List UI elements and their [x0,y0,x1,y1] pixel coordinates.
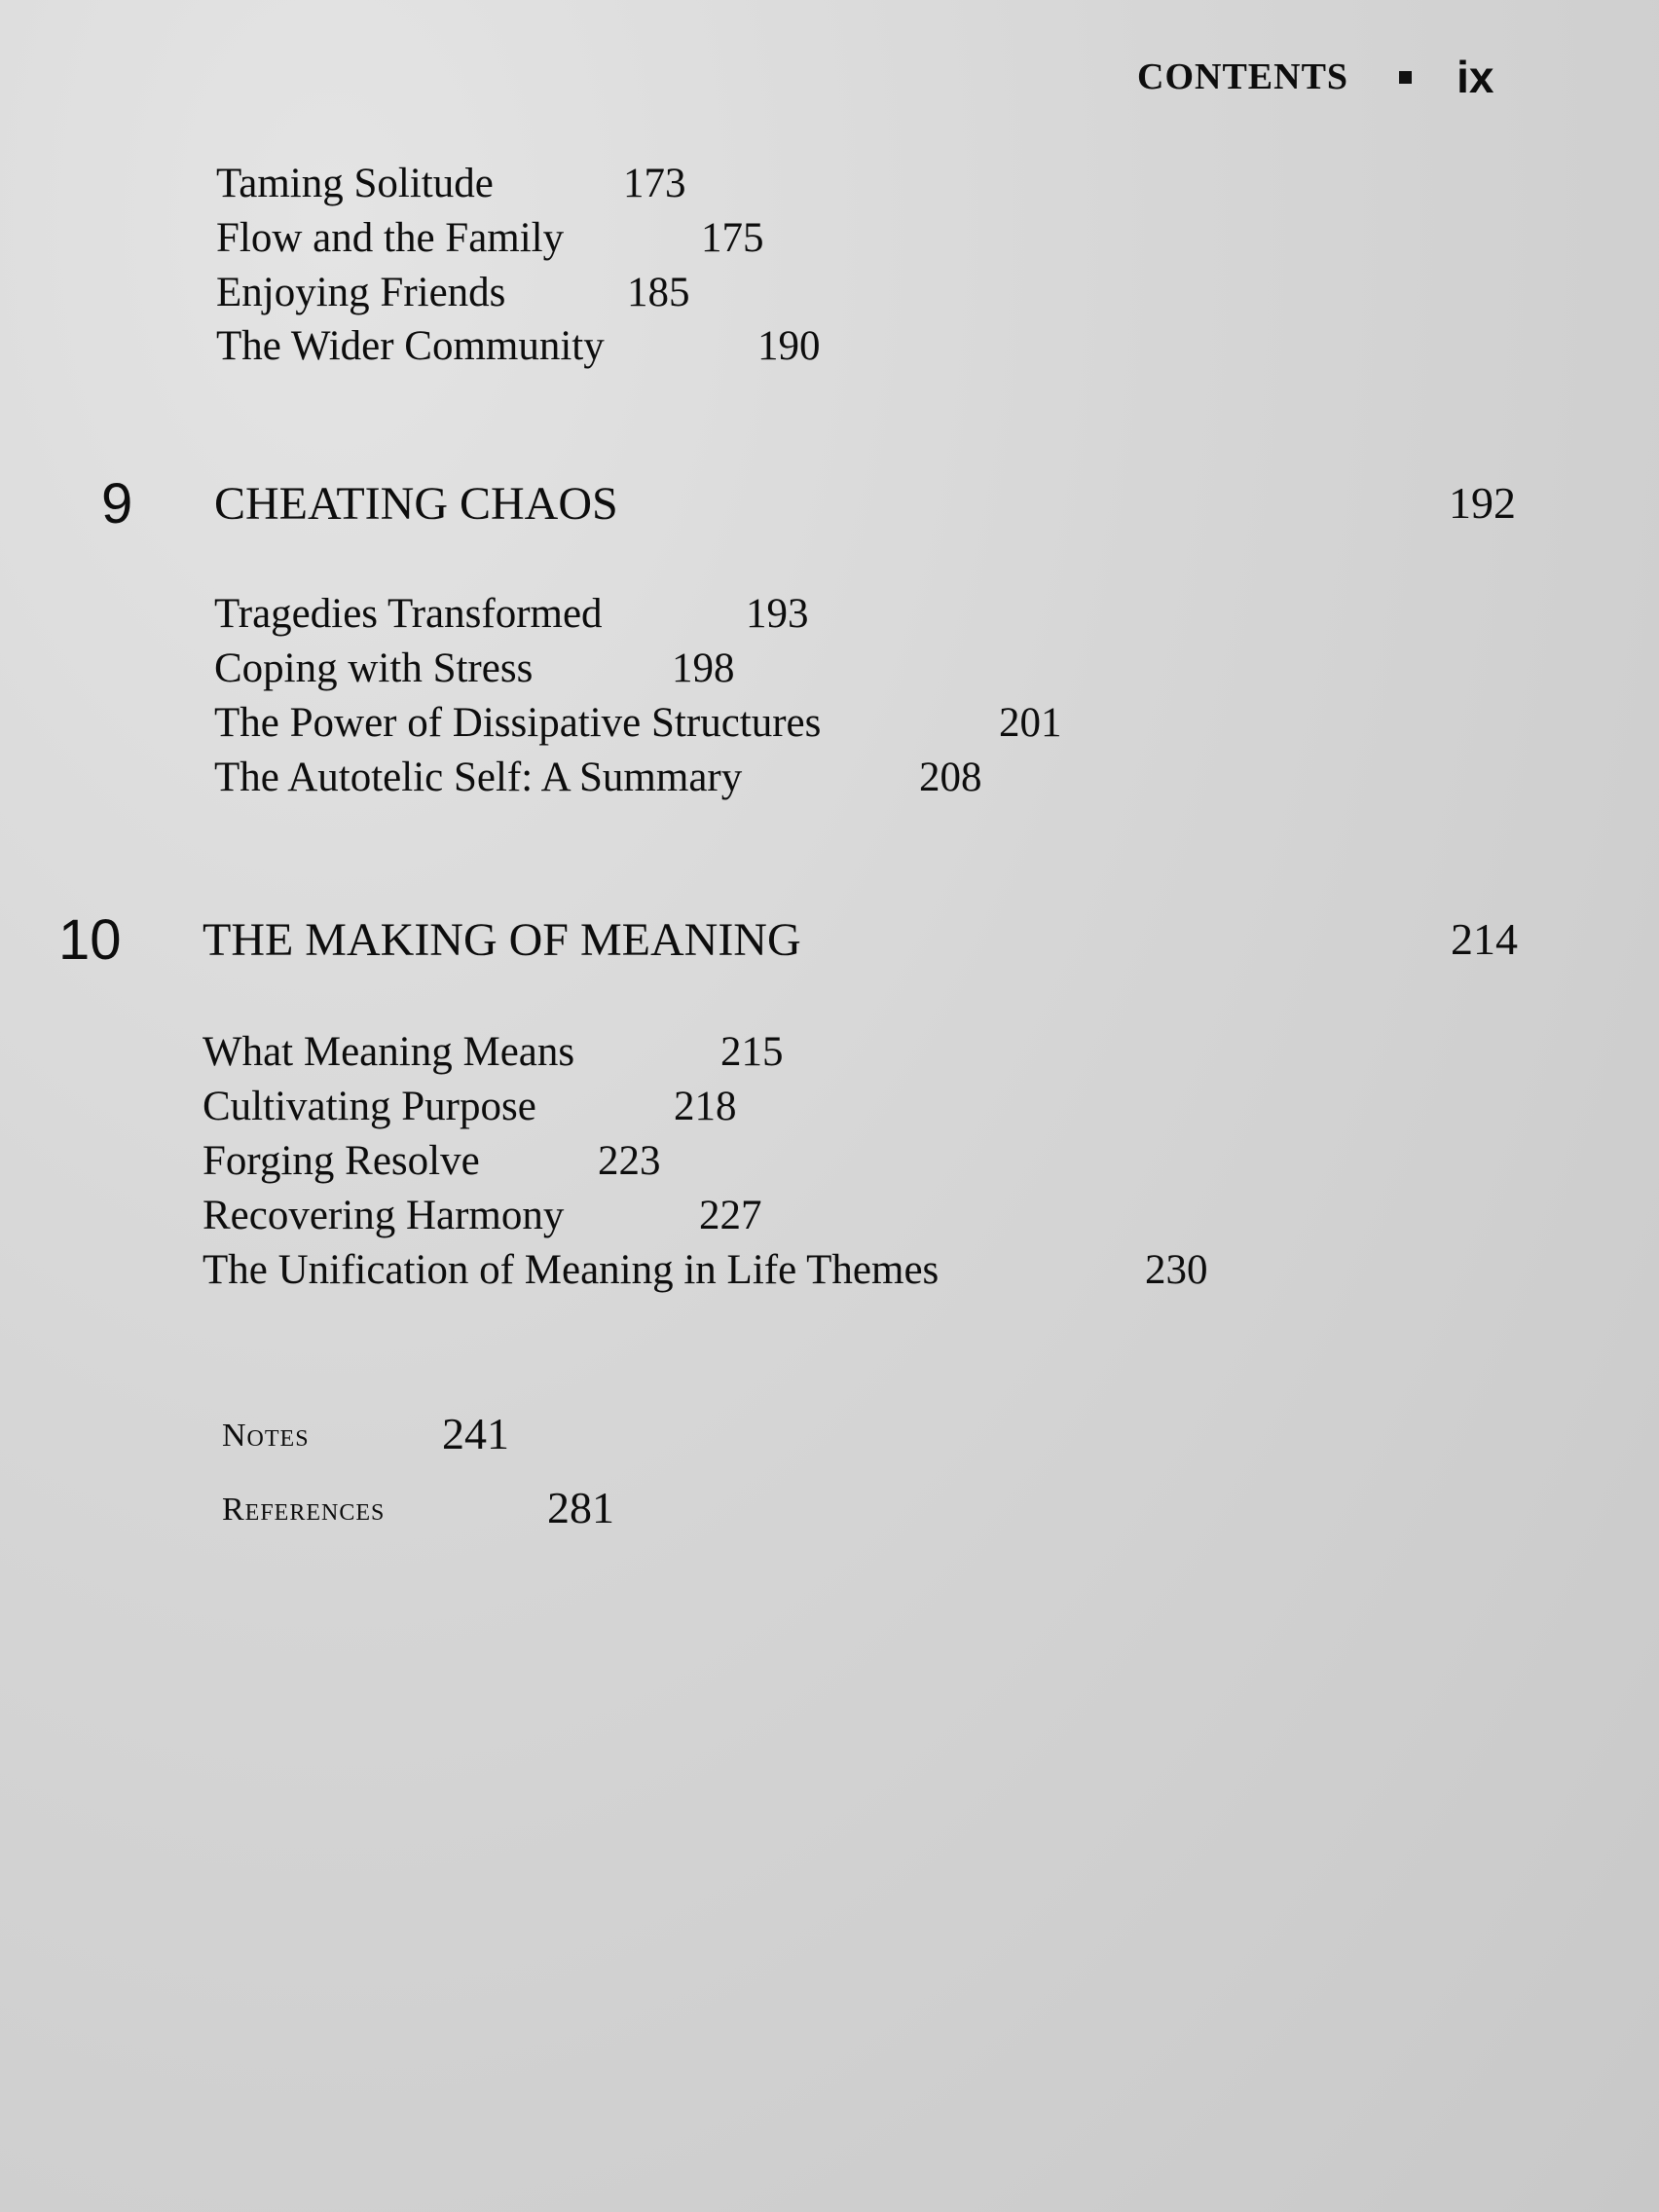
toc-entry-title: The Power of Dissipative Structures [214,700,822,746]
chapter-title: THE MAKING OF MEANING [203,914,801,966]
running-head [1137,51,1493,103]
toc-entry-page: 175 [701,215,764,261]
toc-entry-title: Coping with Stress [214,645,534,691]
toc-entry [214,699,1062,747]
chapter-number: 10 [58,908,122,972]
running-head-page-number: ix [1456,52,1494,102]
toc-entry-title: Recovering Harmony [203,1193,565,1238]
toc-entry [203,1192,762,1239]
running-head-label: CONTENTS [1137,56,1349,97]
toc-entry-page: 193 [746,591,809,637]
toc-entry [203,1246,1208,1294]
backmatter-notes-page: 241 [442,1409,509,1458]
toc-entry-page: 198 [672,645,735,691]
backmatter-references-page: 281 [547,1483,614,1532]
toc-entry [214,645,735,692]
toc-entry [203,1137,661,1185]
toc-entry-title: What Meaning Means [203,1029,575,1075]
toc-entry [216,269,690,316]
toc-entry-page: 208 [919,755,982,800]
toc-entry-page: 185 [627,270,690,315]
toc-entry [203,1083,737,1130]
toc-entry-title: The Unification of Meaning in Life Themes [203,1247,940,1293]
toc-entry [203,1028,784,1076]
toc-entry [216,322,821,370]
backmatter-references: References [222,1492,386,1528]
toc-entry [214,590,809,638]
toc-entry-title: Tragedies Transformed [214,591,603,637]
toc-entry [216,160,686,207]
chapter-number: 9 [101,472,133,535]
toc-entry-title: Flow and the Family [216,215,565,261]
toc-entry-title: Enjoying Friends [216,270,506,315]
toc-entry-page: 173 [623,161,686,206]
chapter-title: CHEATING CHAOS [214,478,618,530]
toc-entry-page: 230 [1145,1247,1208,1293]
toc-entry-title: Cultivating Purpose [203,1084,536,1129]
toc-entry-title: Taming Solitude [216,161,494,206]
toc-entry-page: 190 [757,323,821,369]
toc-entry-page: 215 [720,1029,784,1075]
toc-entry [216,214,764,262]
toc-entry-title: The Wider Community [216,323,605,369]
toc-entry [214,754,982,801]
toc-entry-page: 223 [598,1138,661,1184]
toc-entry-page: 227 [699,1193,762,1238]
toc-entry-title: The Autotelic Self: A Summary [214,755,743,800]
chapter-page: 192 [1449,478,1516,528]
toc-entry-page: 218 [674,1084,737,1129]
chapter-page: 214 [1451,914,1518,964]
toc-entry-title: Forging Resolve [203,1138,480,1184]
bullet-icon [1399,71,1412,84]
toc-entry-page: 201 [999,700,1062,746]
backmatter-notes: Notes [222,1418,310,1454]
